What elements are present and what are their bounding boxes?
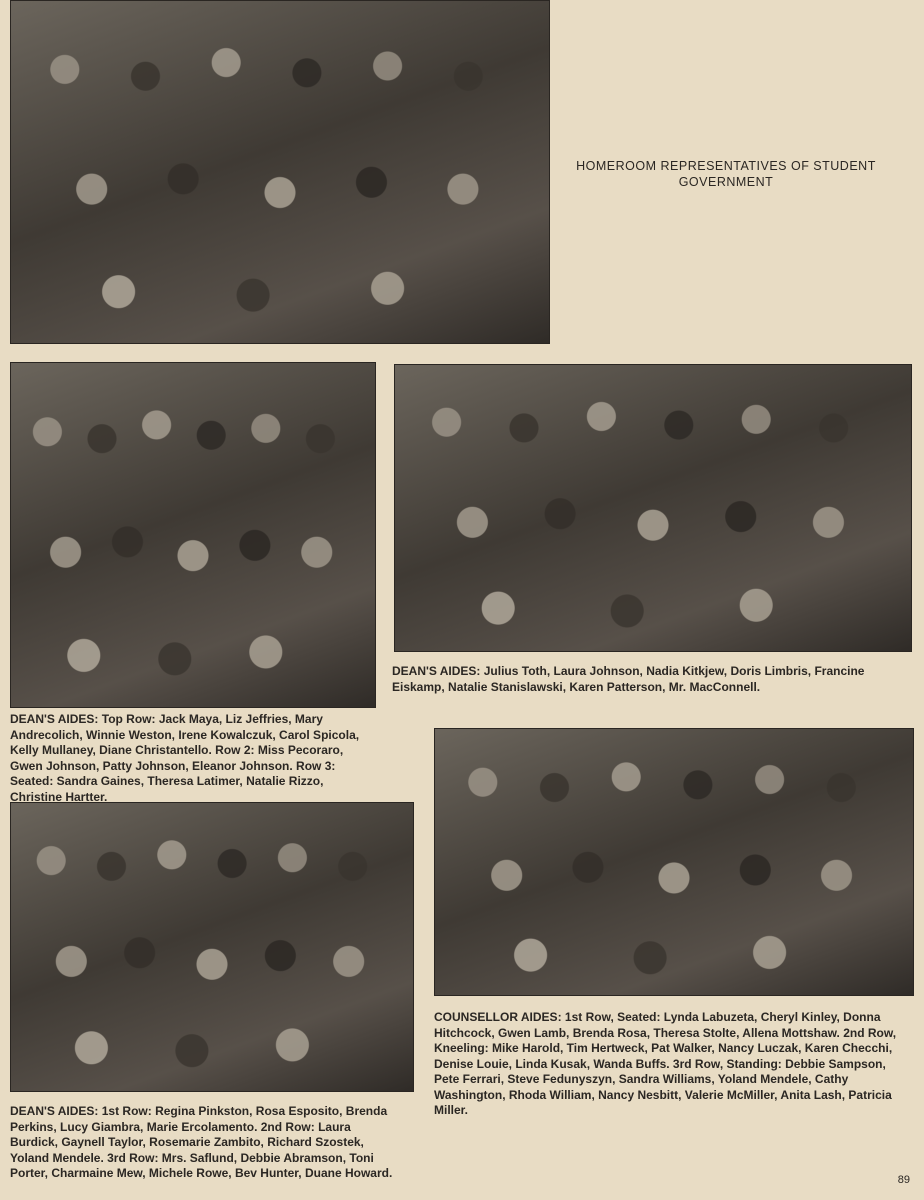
caption-deans-aides-1: DEAN'S AIDES: Top Row: Jack Maya, Liz Jeffries, Mary Andrecolich, Winnie Weston, Irene Kowalczuk, Carol Spicola, Kelly Mullaney, Diane Christantello. Row 2: Miss Pecoraro, Gwen Johnson, Patty Johnson, Eleanor Johnson. Row 3: Seated: Sandra Gaines, Theresa Latimer, Natalie Rizzo, Christine Hartter. xyxy=(10,712,360,804)
group-photo-figures xyxy=(11,803,413,1091)
group-photo-figures xyxy=(11,1,549,343)
group-photo-figures xyxy=(395,365,911,651)
caption-deans-aides-3: DEAN'S AIDES: 1st Row: Regina Pinkston, Rosa Esposito, Brenda Perkins, Lucy Giambra, Marie Ercolamento. 2nd Row: Laura Burdick, Gaynell Taylor, Rosemarie Zambito, Richard Szostek, Yoland Mendele. 3rd Row: Mrs. Saflund, Debbie Abramson, Toni Porter, Charmaine Mew, Michele Rowe, Bev Hunter, Duane Howard. xyxy=(10,1104,393,1180)
group-photo-figures xyxy=(11,363,375,707)
caption-counsellor-aides: COUNSELLOR AIDES: 1st Row, Seated: Lynda Labuzeta, Cheryl Kinley, Donna Hitchcock, Gwen Lamb, Brenda Rosa, Theresa Stolte, Allena Mottshaw. 2nd Row, Kneeling: Mike Harold, Tim Hertweck, Pat Walker, Nancy Luczak, Karen Checchi, Denise Louie, Linda Kusak, Wanda Buffs. 3rd Row, Standing: Debbie Sampson, Pete Ferrari, Steve Fedunyszyn, Sandra Williams, Yoland Mendele, Cathy Washington, Rhoda William, Nancy Nesbitt, Valerie McMiller, Anita Lash, Patricia Miller. xyxy=(434,1010,897,1117)
group-photo-figures xyxy=(435,729,913,995)
caption-homeroom-representatives: HOMEROOM REPRESENTATIVES OF STUDENT GOVERNMENT xyxy=(576,159,876,189)
photo-deans-aides-3 xyxy=(10,802,414,1092)
caption-deans-aides-2: DEAN'S AIDES: Julius Toth, Laura Johnson, Nadia Kitkjew, Doris Limbris, Francine Eiskamp, Natalie Stanislawski, Karen Patterson, Mr. MacConnell. xyxy=(392,664,865,694)
photo-homeroom-representatives xyxy=(10,0,550,344)
page-number: 89 xyxy=(897,1174,910,1186)
photo-deans-aides-1 xyxy=(10,362,376,708)
photo-counsellor-aides xyxy=(434,728,914,996)
photo-deans-aides-2 xyxy=(394,364,912,652)
